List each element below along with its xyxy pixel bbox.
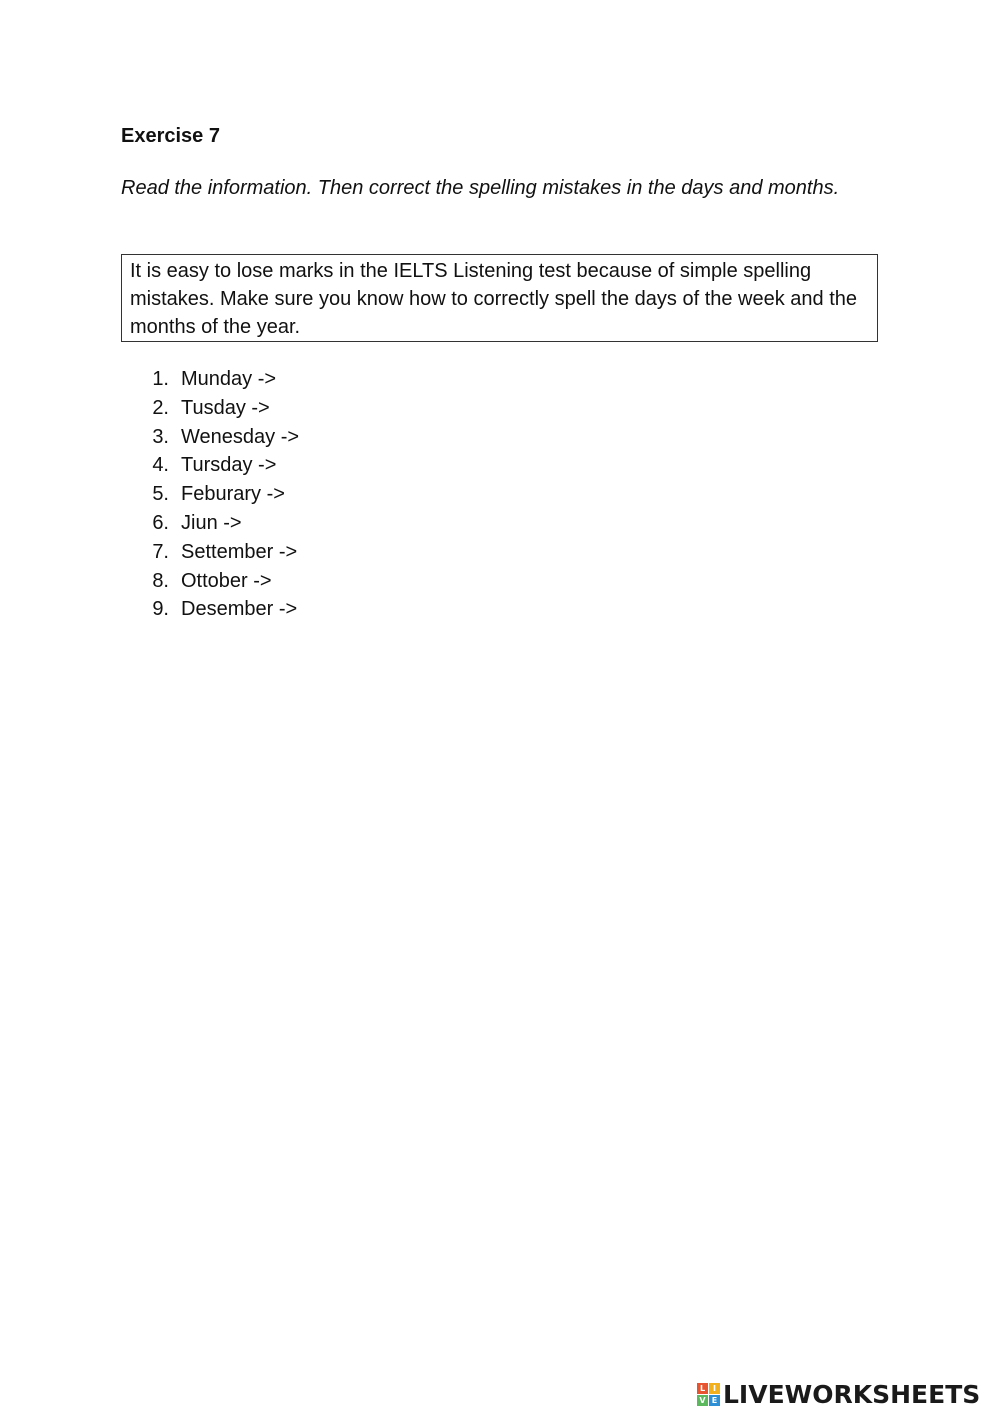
item-number: 9. (152, 598, 169, 621)
item-number: 1. (152, 368, 169, 390)
liveworksheets-logo (697, 1378, 980, 1410)
liveworksheets-logo-icon (697, 1383, 720, 1406)
item-text: Tusday -> (181, 396, 270, 419)
item-text: Ottober -> (181, 569, 272, 592)
list-item (121, 365, 299, 394)
item-text: Settember -> (181, 540, 298, 563)
exercise-title: Exercise 7 (121, 125, 220, 147)
list-item (121, 567, 299, 596)
item-number: 2. (152, 396, 169, 419)
list-item (121, 451, 299, 480)
list-item (121, 538, 299, 567)
item-number: 5. (152, 483, 169, 506)
item-text: Munday -> (181, 368, 277, 390)
item-text: Desember -> (181, 598, 298, 621)
list-item (121, 394, 299, 423)
list-item (121, 423, 299, 452)
item-number: 3. (152, 425, 169, 448)
list-item (121, 595, 299, 624)
item-number: 4. (152, 454, 169, 477)
list-item (121, 480, 299, 509)
info-box: It is easy to lose marks in the IELTS Listening test because of simple spelling mistakes. Make sure you know how to correctly spell the days of the week and the months of the year. (121, 254, 878, 342)
logo-text: LIVEWORKSHEETS (723, 1379, 981, 1409)
list-item (121, 509, 299, 538)
logo-mark-cell: L (697, 1383, 708, 1394)
item-text: Tursday -> (181, 454, 277, 477)
item-text: Feburary -> (181, 483, 285, 506)
spelling-list (121, 365, 299, 624)
logo-mark-cell: E (709, 1395, 720, 1406)
logo-mark-cell: V (697, 1395, 708, 1406)
item-number: 7. (152, 540, 169, 563)
item-number: 6. (152, 511, 169, 534)
item-text: Jiun -> (181, 511, 242, 534)
item-number: 8. (152, 569, 169, 592)
item-text: Wenesday -> (181, 425, 300, 448)
exercise-instructions: Read the information. Then correct the spelling mistakes in the days and months. (121, 177, 840, 199)
logo-mark-cell: I (709, 1383, 720, 1394)
